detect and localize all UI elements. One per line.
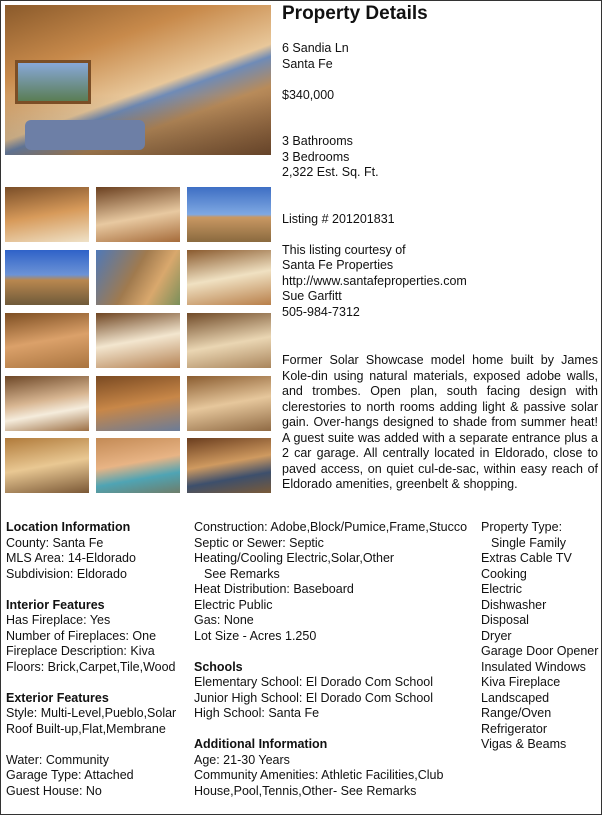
courtesy-label: This listing courtesy of: [282, 242, 406, 257]
property-summary: [282, 3, 598, 320]
construction: Construction: Adobe,Block/Pumice,Frame,Stucco: [194, 520, 468, 534]
location-heading: Location Information: [6, 520, 131, 534]
subdivision: Subdivision: Eldorado: [6, 566, 127, 581]
price: $340,000: [282, 87, 335, 102]
high-school: High School: Santa Fe: [194, 706, 320, 720]
extras-item: Kiva Fireplace: [481, 675, 561, 689]
extras-item: Dishwasher: [481, 597, 547, 612]
fireplace-description: Fireplace Description: Kiva: [6, 644, 155, 658]
photo-thumbnail[interactable]: [96, 250, 180, 305]
photo-thumbnail[interactable]: [5, 313, 89, 368]
photo-thumbnail[interactable]: [187, 250, 271, 305]
main-living-room-photo: [5, 5, 271, 155]
elementary-school: Elementary School: El Dorado Com School: [194, 675, 434, 689]
has-fireplace: Has Fireplace: Yes: [6, 613, 111, 627]
photo-thumbnail[interactable]: [187, 187, 271, 242]
agent-phone: 505-984-7312: [282, 304, 360, 319]
photo-thumbnail[interactable]: [5, 250, 89, 305]
bedrooms: 3 Bedrooms: [282, 149, 350, 164]
extras-item: Refrigerator: [481, 721, 547, 736]
photo-thumbnail[interactable]: [96, 438, 180, 493]
agent-name: Sue Garfitt: [282, 289, 342, 303]
electric: Electric Public: [194, 597, 273, 612]
interior-heading: Interior Features: [6, 597, 105, 612]
city: Santa Fe: [282, 56, 333, 71]
septic-sewer: Septic or Sewer: Septic: [194, 535, 324, 550]
features-column-3: [481, 520, 599, 753]
style: Style: Multi-Level,Pueblo,Solar: [6, 706, 177, 720]
photo-thumbnail[interactable]: [96, 187, 180, 242]
mls-area: MLS Area: 14-Eldorado: [6, 551, 136, 565]
heating-cooling: Heating/Cooling Electric,Solar,Other: [194, 551, 395, 565]
heating-remarks: See Remarks: [204, 566, 280, 581]
photo-thumbnail[interactable]: [187, 438, 271, 493]
street-address: 6 Sandia Ln: [282, 41, 349, 55]
brokerage-name: Santa Fe Properties: [282, 258, 394, 272]
property-type-value: Single Family: [491, 535, 567, 550]
photo-thumbnail[interactable]: [96, 376, 180, 431]
extras-item: Garage Door Opener: [481, 644, 599, 658]
community-amenities-cont: House,Pool,Tennis,Other- See Remarks: [194, 783, 417, 798]
photo-thumbnail[interactable]: [187, 376, 271, 431]
fireplace-count: Number of Fireplaces: One: [6, 628, 157, 643]
bathrooms: 3 Bathrooms: [282, 134, 353, 148]
features-column-1: [6, 520, 192, 799]
extras-item: Extras Cable TV: [481, 551, 572, 565]
water: Water: Community: [6, 752, 110, 767]
schools-heading: Schools: [194, 659, 243, 674]
page-title: Property Details: [282, 3, 428, 24]
age: Age: 21-30 Years: [194, 752, 290, 767]
property-description: Former Solar Showcase model home built by James Kole-din using natural materials, exposed adobe walls, and trombes. Open plan, south facing design with clerestories to north rooms adding light & passive solar gain. Over-hangs designed to shade from summer heat! A guest suite was added with a separate entrance plus a 2 car garage. All centrally located in Eldorado, close to paved access, on quiet cul-de-sac, within easy reach of Eldorado amenities, greenbelt & shopping.: [282, 353, 598, 491]
exterior-heading: Exterior Features: [6, 690, 109, 705]
gas: Gas: None: [194, 613, 254, 627]
brokerage-website-link[interactable]: http://www.santafeproperties.com: [282, 273, 467, 288]
extras-item: Insulated Windows: [481, 659, 586, 674]
extras-item: Landscaped: [481, 690, 550, 705]
photo-thumbnail[interactable]: [5, 187, 89, 242]
features-column-2: [194, 520, 479, 799]
additional-heading: Additional Information: [194, 737, 328, 751]
photo-thumbnail[interactable]: [5, 376, 89, 431]
lot-size: Lot Size - Acres 1.250: [194, 628, 317, 643]
photo-thumbnail[interactable]: [187, 313, 271, 368]
listing-number: Listing # 201201831: [282, 211, 395, 226]
junior-high-school: Junior High School: El Dorado Com School: [194, 690, 434, 705]
extras-item: Dryer: [481, 628, 512, 643]
county: County: Santa Fe: [6, 535, 104, 550]
photo-thumbnail[interactable]: [96, 313, 180, 368]
property-type-label: Property Type:: [481, 520, 563, 534]
guest-house: Guest House: No: [6, 783, 102, 798]
roof: Roof Built-up,Flat,Membrane: [6, 721, 166, 736]
heat-distribution: Heat Distribution: Baseboard: [194, 582, 354, 596]
square-feet: 2,322 Est. Sq. Ft.: [282, 165, 379, 179]
extras-item: Vigas & Beams: [481, 737, 567, 751]
extras-item: Disposal: [481, 613, 529, 627]
extras-item: Electric: [481, 582, 522, 596]
community-amenities: Community Amenities: Athletic Facilities,Club: [194, 768, 444, 782]
garage-type: Garage Type: Attached: [6, 768, 134, 782]
floors: Floors: Brick,Carpet,Tile,Wood: [6, 659, 176, 674]
photo-thumbnail[interactable]: [5, 438, 89, 493]
extras-item: Cooking: [481, 566, 527, 581]
extras-item: Range/Oven: [481, 706, 552, 720]
